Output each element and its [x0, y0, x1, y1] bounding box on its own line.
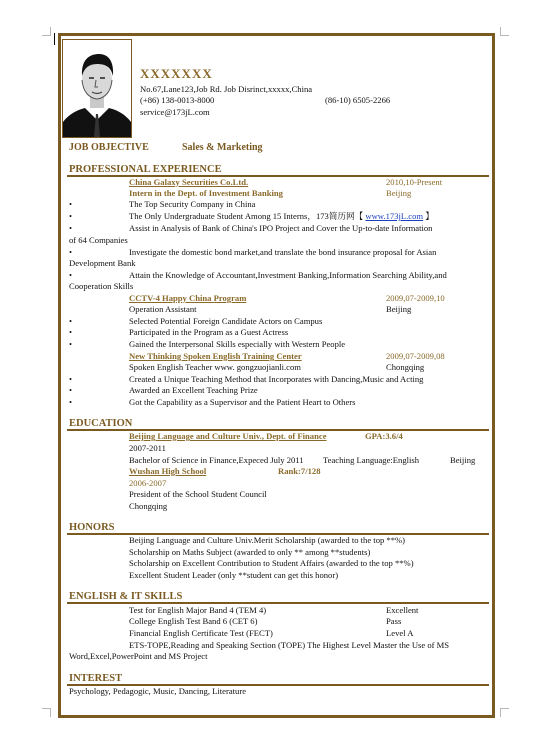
- bullet: •: [69, 199, 73, 209]
- bullet: •: [69, 247, 73, 257]
- bullet: •: [69, 327, 73, 337]
- job1-bullet-2: The Only Undergraduate Student Among 15 Interns，173简历网【 www.173jL.com 】: [129, 211, 434, 221]
- job-city-3: Chongqing: [386, 362, 425, 372]
- teaching-language: Teaching Language:English: [323, 455, 420, 465]
- skill-4a: ETS-TOPE,Reading and Speaking Section (TOPE) The Highest Level Master the Use of MS: [129, 640, 450, 650]
- bullet: •: [69, 397, 73, 407]
- school-1-city: Beijing: [450, 455, 476, 465]
- margin-corner-mark: [42, 27, 51, 36]
- honor-item: Scholarship on Excellent Contribution to Student Affairs (awarded to the top **%): [129, 558, 414, 568]
- employer-3: New Thinking Spoken English Training Center: [129, 351, 302, 361]
- school-2-years: 2006-2007: [129, 478, 167, 488]
- job-city-1: Beijing: [386, 188, 412, 198]
- employment-date-1: 2010,10-Present: [386, 177, 443, 187]
- honor-item: Excellent Student Leader (only **student can get this honor): [129, 570, 339, 580]
- margin-corner-mark: [42, 708, 51, 717]
- email[interactable]: service@173jL.com: [140, 107, 210, 117]
- job1-bullet-5b: Cooperation Skills: [69, 281, 134, 291]
- section-heading-skills: ENGLISH & IT SKILLS: [69, 591, 183, 602]
- school-2: Wushan High School: [129, 466, 207, 476]
- degree: Bachelor of Science in Finance,Expeced July 2011: [129, 455, 304, 465]
- section-rule: [67, 602, 489, 604]
- employer-2: CCTV-4 Happy China Program: [129, 293, 247, 303]
- school-2-role: President of the School Student Council: [129, 489, 267, 499]
- job1-bullet-1: The Top Security Company in China: [129, 199, 256, 209]
- employment-date-3: 2009,07-2009,08: [386, 351, 445, 361]
- job2-bullet-3: Gained the Interpersonal Skills especially with Western People: [129, 339, 346, 349]
- section-heading-interest: INTEREST: [69, 673, 123, 684]
- bullet: •: [69, 374, 73, 384]
- job-role-2: Operation Assistant: [129, 304, 197, 314]
- job3-bullet-1: Created a Unique Teaching Method that Incorporates with Dancing,Music and Acting: [129, 374, 424, 384]
- job2-bullet-2: Participated in the Program as a Guest Actress: [129, 327, 289, 337]
- bullet: •: [69, 223, 73, 233]
- employer-1: China Galaxy Securities Co.Ltd.: [129, 177, 249, 187]
- honor-item: Scholarship on Maths Subject (awarded to only ** among **students): [129, 547, 371, 557]
- school-2-city: Chongqing: [129, 501, 168, 511]
- office-phone: (86-10) 6505-2266: [325, 95, 391, 105]
- job-city-2: Beijing: [386, 304, 412, 314]
- skill-1-result: Excellent: [386, 605, 419, 615]
- bullet: •: [69, 270, 73, 280]
- class-rank: Rank:7/128: [278, 466, 321, 476]
- job3-bullet-2: Awarded an Excellent Teaching Prize: [129, 385, 258, 395]
- skill-2: College English Test Band 6 (CET 6): [129, 616, 258, 626]
- bullet: •: [69, 316, 73, 326]
- profile-photo: [62, 39, 132, 138]
- applicant-name: XXXXXXX: [140, 66, 213, 81]
- margin-corner-mark: [500, 708, 509, 717]
- section-heading-experience: PROFESSIONAL EXPERIENCE: [69, 164, 222, 175]
- honor-item: Beijing Language and Culture Univ.Merit Scholarship (awarded to the top **%): [129, 535, 406, 545]
- address: No.67,Lane123,Job Rd. Job Disrinct,xxxxx,China: [140, 84, 313, 94]
- job1-bullet-4b: Development Bank: [69, 258, 136, 268]
- job-role-1: Intern in the Dept. of Investment Banking: [129, 188, 283, 198]
- job1-bullet-3a: Assist in Analysis of Bank of China's IPO Project and Cover the Up-to-date Information: [129, 223, 433, 233]
- job2-bullet-1: Selected Potential Foreign Candidate Actors on Campus: [129, 316, 323, 326]
- skill-2-result: Pass: [386, 616, 402, 626]
- gpa: GPA:3.6/4: [365, 431, 403, 441]
- skill-4b: Word,Excel,PowerPoint and MS Project: [69, 651, 208, 661]
- job1-bullet-3b: of 64 Companies: [69, 235, 128, 245]
- job1-bullet-5a: Attain the Knowledge of Accountant,Investment Banking,Information Searching Ability,and: [129, 270, 447, 280]
- skill-3-result: Level A: [386, 628, 414, 638]
- margin-corner-mark: [500, 27, 509, 36]
- bullet: •: [69, 211, 73, 221]
- bullet: •: [69, 385, 73, 395]
- mobile-phone: (+86) 138-0013-8000: [140, 95, 215, 105]
- section-heading-education: EDUCATION: [69, 418, 133, 429]
- interest-text: Psychology, Pedagogic, Music, Dancing, Literature: [69, 686, 247, 696]
- bullet: •: [69, 339, 73, 349]
- skill-3: Financial English Certificate Test (FECT): [129, 628, 273, 638]
- skill-1: Test for English Major Band 4 (TEM 4): [129, 605, 267, 615]
- text-cursor: [54, 33, 55, 45]
- website-link[interactable]: www.173jL.com: [365, 211, 424, 221]
- employment-date-2: 2009,07-2009,10: [386, 293, 445, 303]
- objective-label: JOB OBJECTIVE: [69, 142, 149, 153]
- job-role-3: Spoken English Teacher www. gongzuojianli.com: [129, 362, 301, 372]
- objective-value: Sales & Marketing: [182, 142, 263, 153]
- job3-bullet-3: Got the Capability as a Supervisor and the Patient Heart to Others: [129, 397, 356, 407]
- job1-bullet-4a: Investigate the domestic bond market,and translate the bond insurance proposal for Asian: [129, 247, 437, 257]
- school-1-years: 2007-2011: [129, 443, 166, 453]
- school-1: Beijing Language and Culture Univ., Dept. of Finance: [129, 431, 327, 441]
- section-heading-honors: HONORS: [69, 522, 115, 533]
